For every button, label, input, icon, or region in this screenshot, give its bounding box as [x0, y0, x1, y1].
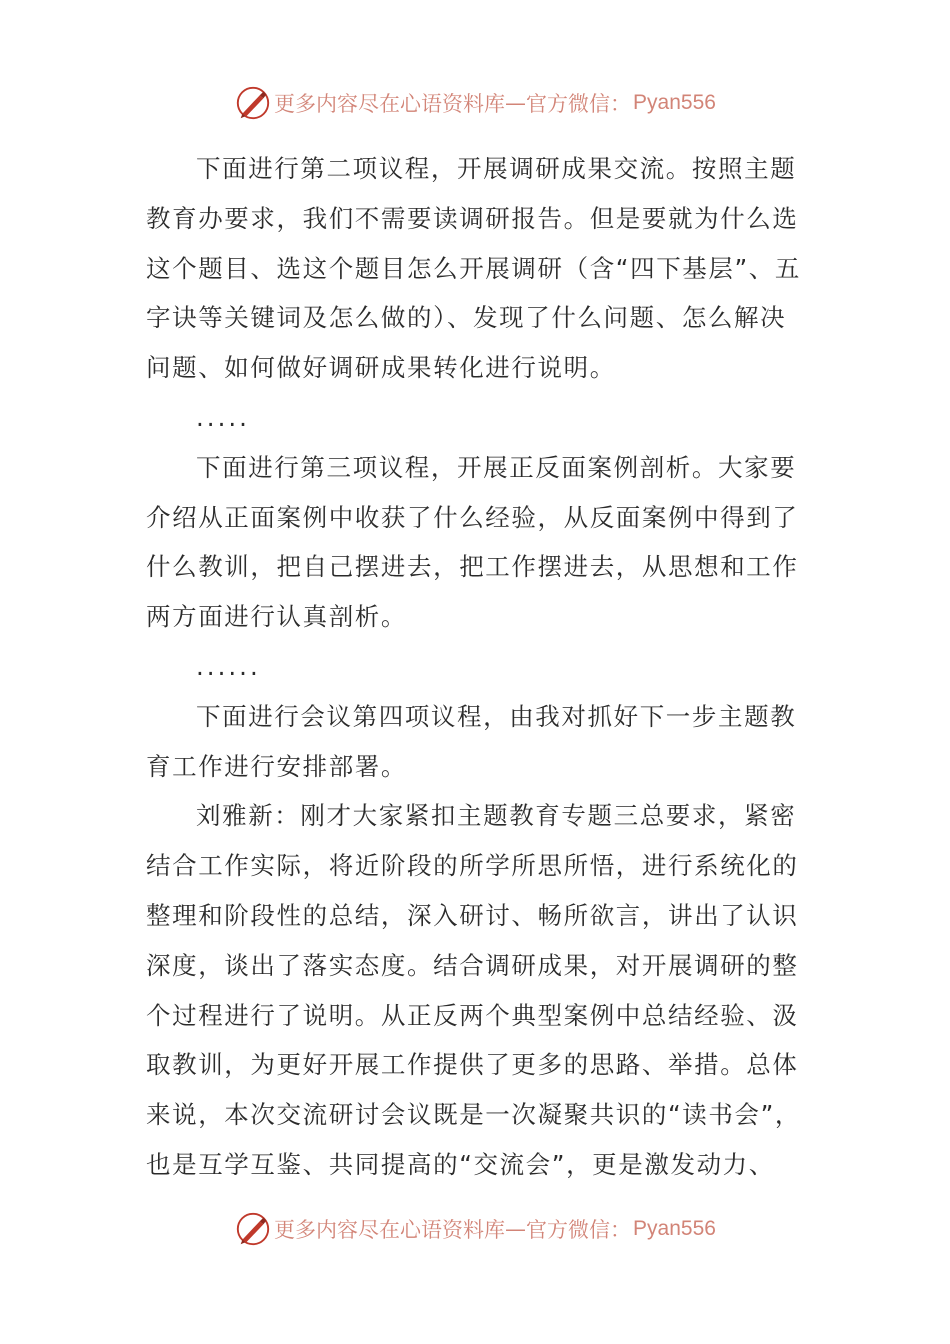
- pen-logo-icon: [234, 1210, 272, 1248]
- pen-logo-icon: [234, 84, 272, 122]
- paragraph-agenda-two: 下面进行第二项议程，开展调研成果交流。按照主题教育办要求，我们不需要读调研报告。但是要就为什么选这个题目、选这个题目怎么开展调研（含“四下基层”、五字诀等关键词及怎么做的）、发现了什么问题、怎么解决问题、如何做好调研成果转化进行说明。: [146, 154, 801, 383]
- banner-wechat-label: 官方微信：: [526, 1218, 632, 1242]
- banner-main-text: 更多内容尽在心语资料库: [274, 92, 506, 116]
- paragraph-agenda-four: 下面进行会议第四项议程，由我对抓好下一步主题教育工作进行安排部署。: [146, 701, 797, 781]
- paragraph-summary: 刘雅新：刚才大家紧扣主题教育专题三总要求，紧密结合工作实际，将近阶段的所学所思所悟，进行系统化的整理和阶段性的总结，深入研讨、畅所欲言，讲出了认识深度，谈出了落实态度。结合调研成果，对开展调研的整个过程进行了说明。从正反两个典型案例中总结经验、汲取教训，为更好开展工作提供了更多的思路、举措。总体来说，本次交流研讨会议既是一次凝聚共识的“读书会”，也是互学互鉴、共同提高的“交流会”，更是激发动力、: [146, 801, 801, 1179]
- document-body: [146, 144, 806, 1190]
- header-watermark-banner: [0, 83, 950, 123]
- paragraph-agenda-three: 下面进行第三项议程，开展正反面案例剖析。大家要介绍从正面案例中收获了什么经验，从反面案例中得到了什么教训，把自己摆进去，把工作摆进去，从思想和工作两方面进行认真剖析。: [146, 452, 799, 632]
- banner-wechat-handle: Pyan556: [633, 91, 716, 114]
- banner-separator: —: [505, 1217, 527, 1241]
- footer-watermark-banner: [0, 1209, 950, 1249]
- banner-wechat-handle: Pyan556: [633, 1217, 716, 1240]
- banner-separator: —: [505, 91, 527, 115]
- ellipsis-one: .....: [196, 402, 250, 432]
- banner-wechat-label: 官方微信：: [526, 92, 632, 116]
- ellipsis-two: ......: [196, 651, 261, 681]
- banner-main-text: 更多内容尽在心语资料库: [274, 1218, 506, 1242]
